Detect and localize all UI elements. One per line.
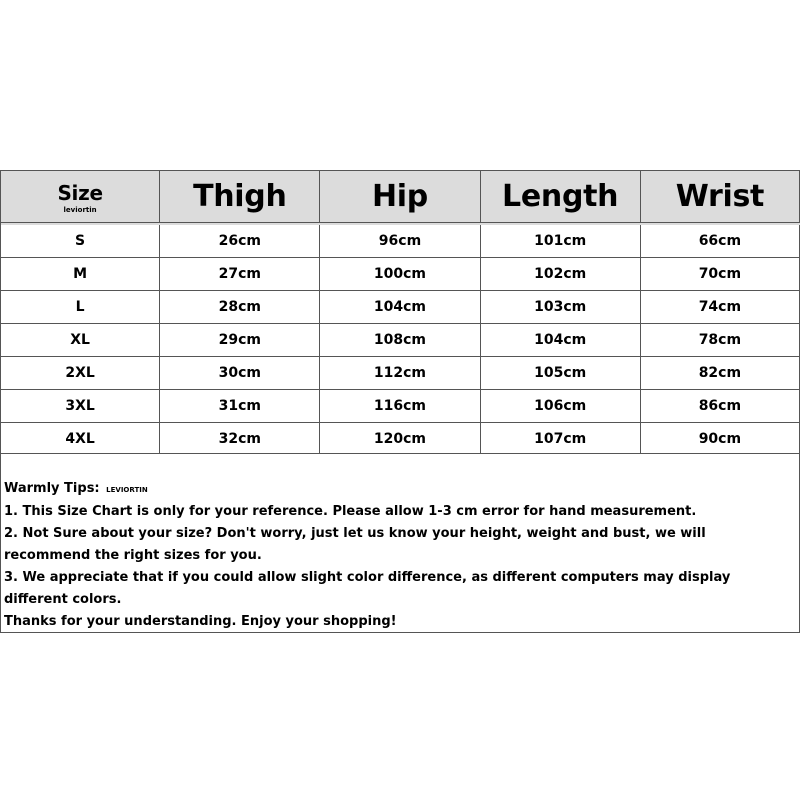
tips-title: Warmly Tips: [4, 481, 100, 496]
cell-length: 107cm [481, 423, 641, 456]
cell-wrist: 74cm [641, 291, 800, 324]
cell-hip: 96cm [320, 225, 480, 258]
cell-size: 3XL [1, 390, 160, 423]
cell-size: XL [1, 324, 160, 357]
cell-length: 106cm [481, 390, 641, 423]
tip-line-4: Thanks for your understanding. Enjoy your shopping! [4, 614, 397, 629]
cell-length: 102cm [481, 258, 641, 291]
cell-size: 2XL [1, 357, 160, 390]
size-chart-table [0, 170, 800, 456]
cell-thigh: 32cm [160, 423, 320, 456]
cell-hip: 120cm [320, 423, 480, 456]
cell-thigh: 29cm [160, 324, 320, 357]
cell-hip: 116cm [320, 390, 480, 423]
cell-wrist: 86cm [641, 390, 800, 423]
tip-line-3: 3. We appreciate that if you could allow slight color difference, as different computers may display different colors. [4, 570, 731, 607]
cell-length: 105cm [481, 357, 641, 390]
cell-hip: 112cm [320, 357, 480, 390]
table-row [1, 423, 800, 456]
table-header-row [1, 171, 800, 223]
cell-thigh: 28cm [160, 291, 320, 324]
tip-line-1: 1. This Size Chart is only for your reference. Please allow 1-3 cm error for hand measurement. [4, 504, 697, 519]
tips-brand: LEVIORTIN [106, 486, 148, 494]
cell-wrist: 90cm [641, 423, 800, 456]
cell-size: L [1, 291, 160, 324]
cell-hip: 100cm [320, 258, 480, 291]
cell-thigh: 26cm [160, 225, 320, 258]
tips-box [0, 453, 800, 633]
table-row [1, 324, 800, 357]
header-hip: Hip [320, 171, 480, 223]
cell-size: 4XL [1, 423, 160, 456]
header-size [1, 171, 160, 223]
table-row [1, 258, 800, 291]
table-row [1, 390, 800, 423]
header-thigh: Thigh [160, 171, 320, 223]
table-row [1, 357, 800, 390]
header-brand: leviortin [63, 205, 97, 214]
cell-wrist: 66cm [641, 225, 800, 258]
table-row [1, 291, 800, 324]
cell-length: 103cm [481, 291, 641, 324]
tips-content [1, 454, 799, 633]
cell-wrist: 78cm [641, 324, 800, 357]
header-size-label: Size [57, 180, 103, 205]
table-row [1, 225, 800, 258]
cell-length: 104cm [481, 324, 641, 357]
tips-title-line [4, 478, 795, 501]
header-wrist: Wrist [641, 171, 800, 223]
cell-size: M [1, 258, 160, 291]
cell-thigh: 31cm [160, 390, 320, 423]
cell-thigh: 30cm [160, 357, 320, 390]
cell-wrist: 82cm [641, 357, 800, 390]
tip-line-2: 2. Not Sure about your size? Don't worry, just let us know your height, weight and bust, we will recommend the right sizes for you. [4, 526, 706, 563]
cell-hip: 104cm [320, 291, 480, 324]
cell-length: 101cm [481, 225, 641, 258]
cell-size: S [1, 225, 160, 258]
header-length: Length [481, 171, 641, 223]
cell-thigh: 27cm [160, 258, 320, 291]
cell-wrist: 70cm [641, 258, 800, 291]
cell-hip: 108cm [320, 324, 480, 357]
